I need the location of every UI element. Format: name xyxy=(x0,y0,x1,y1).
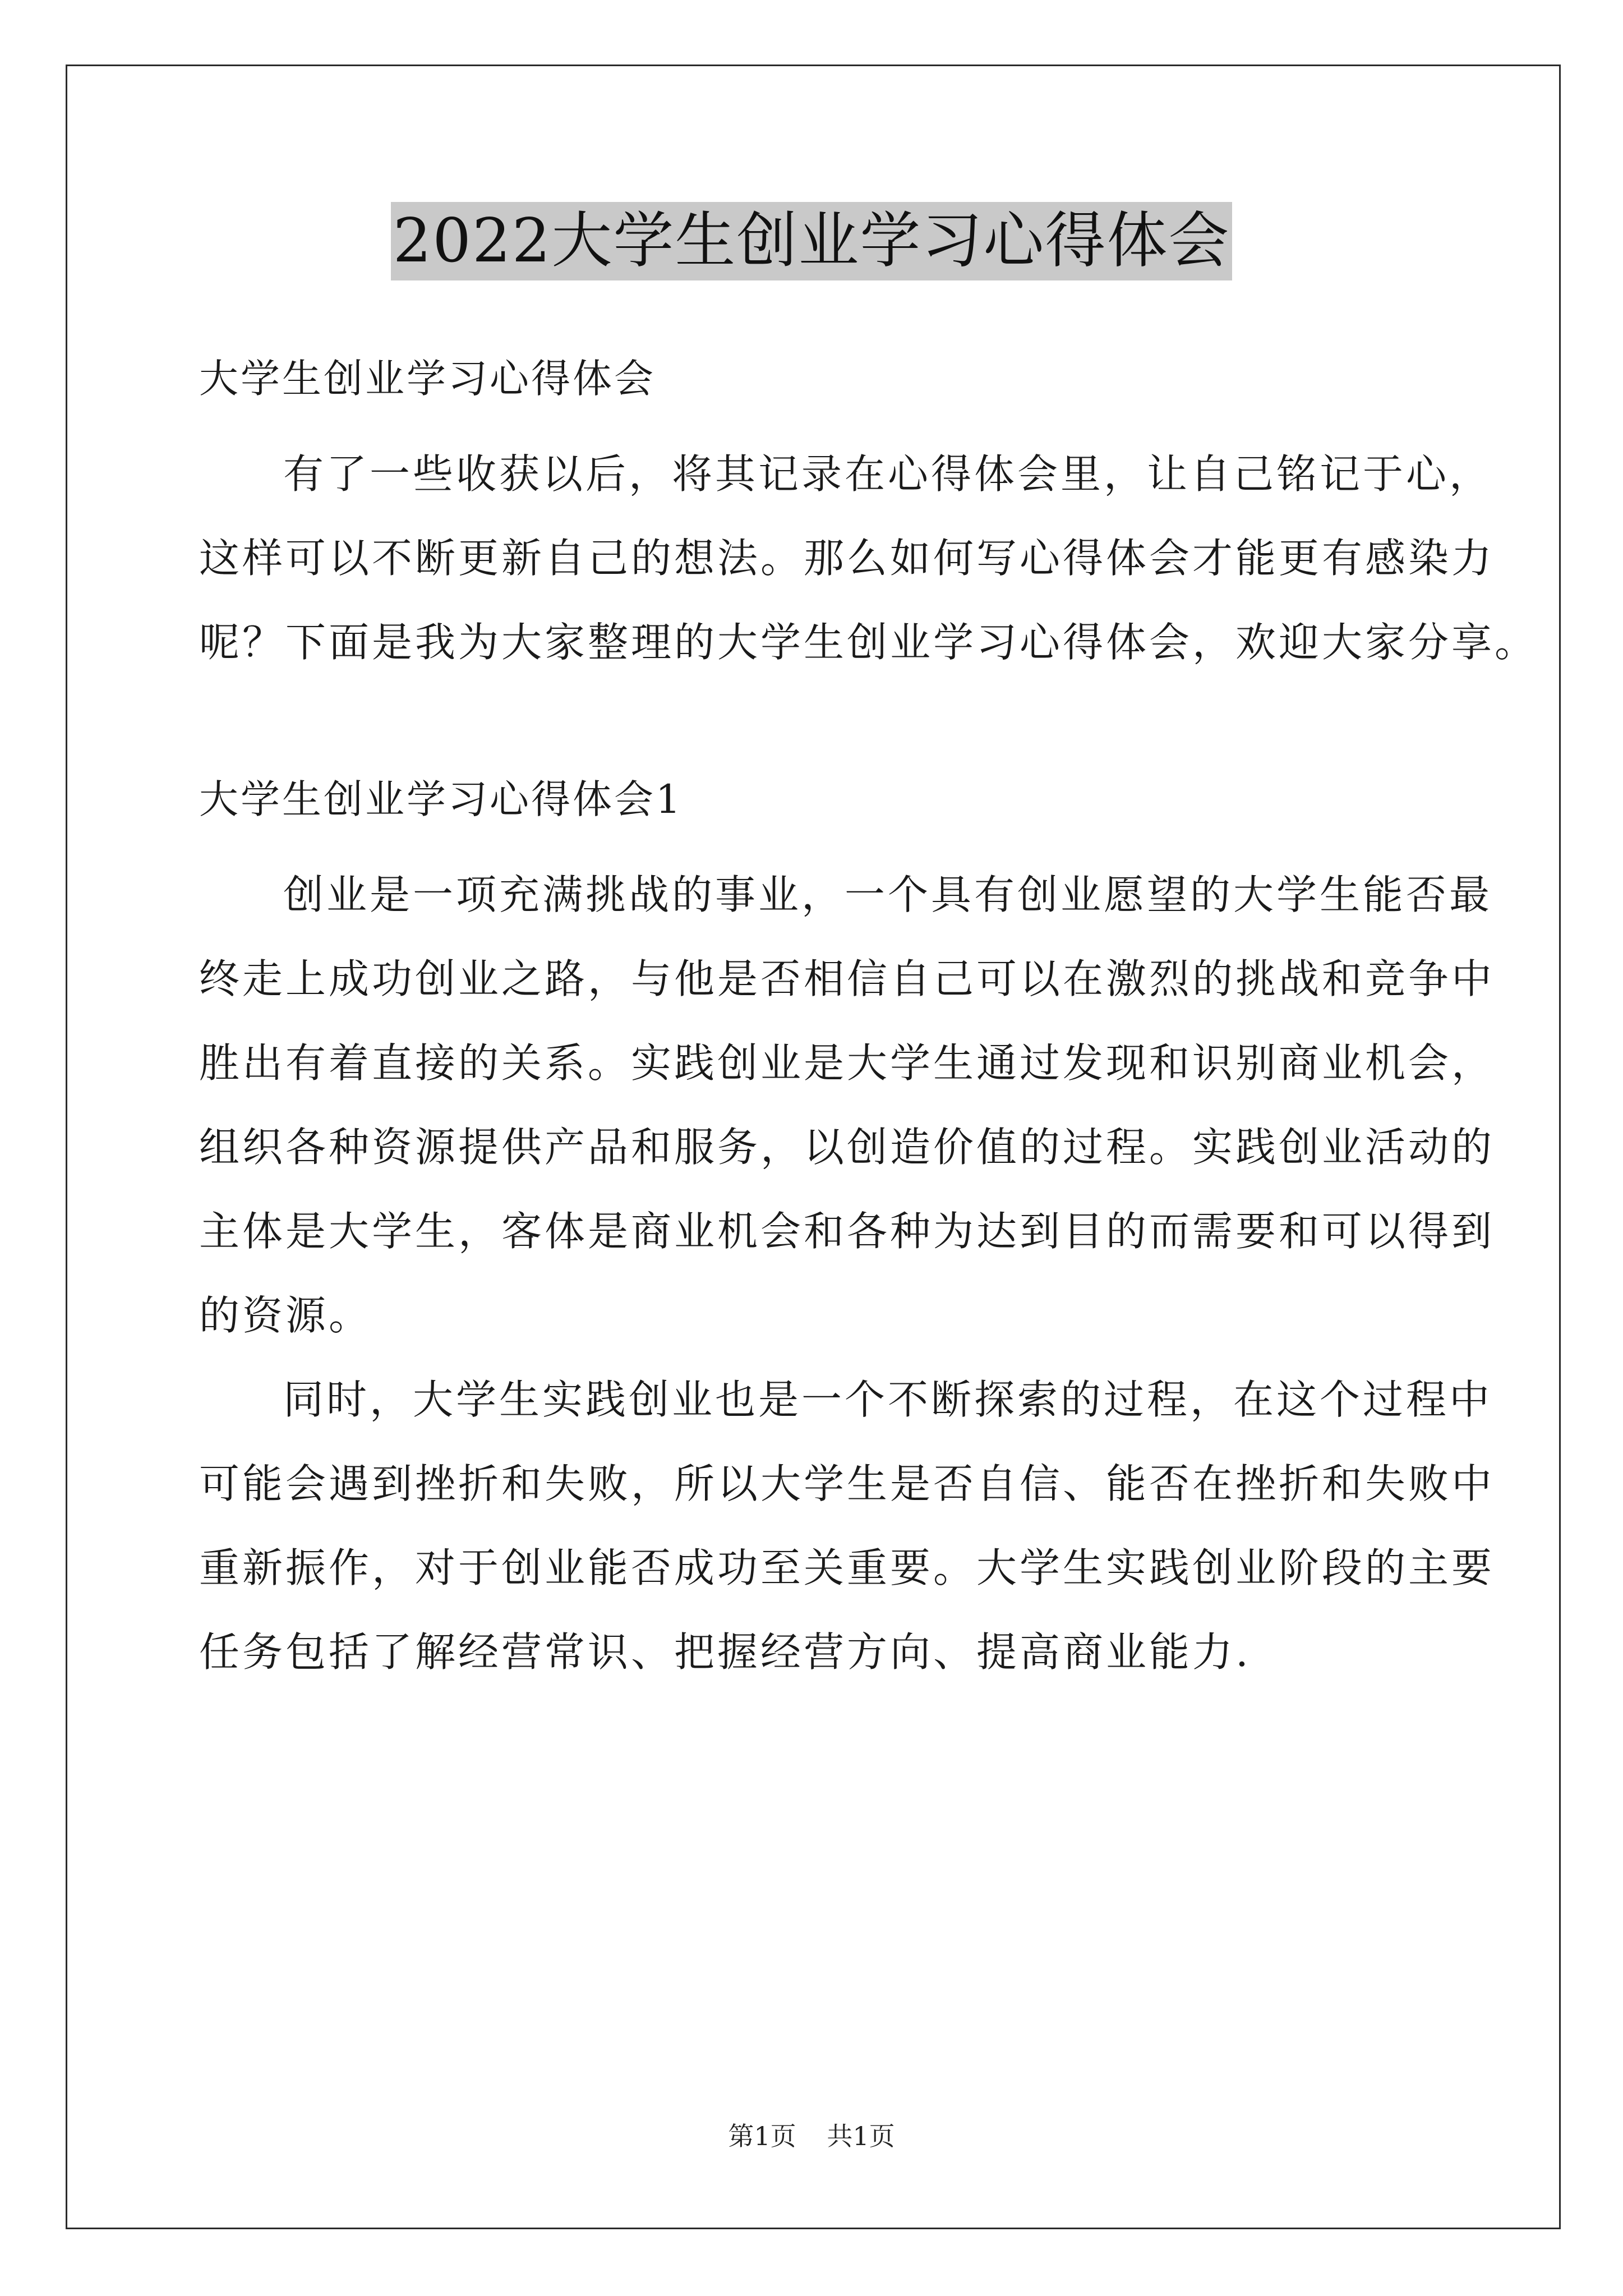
text-line: 有了一些收获以后，将其记录在心得体会里，让自己铭记于心， xyxy=(283,450,1493,498)
body-paragraph xyxy=(199,853,1495,1358)
body-paragraph xyxy=(199,1358,1495,1694)
title-container xyxy=(0,202,1623,280)
text-line: 创业是一项充满挑战的事业，一个具有创业愿望的大学生能否最 xyxy=(283,871,1493,918)
text-line: 主体是大学生，客体是商业机会和各种为达到目的而需要和可以得到 xyxy=(199,1208,1495,1255)
page-footer xyxy=(0,2119,1623,2153)
text-line: 这样可以不断更新自己的想法。那么如何写心得体会才能更有感染力 xyxy=(199,535,1495,582)
text-line: 终走上成功创业之路，与他是否相信自己可以在激烈的挑战和竞争中 xyxy=(199,955,1495,1002)
text-line: 组织各种资源提供产品和服务，以创造价值的过程。实践创业活动的 xyxy=(199,1124,1495,1171)
text-line: 胜出有着直接的关系。实践创业是大学生通过发现和识别商业机会， xyxy=(199,1039,1495,1087)
text-line: 的资源。 xyxy=(199,1292,372,1339)
document-title: 2022大学生创业学习心得体会 xyxy=(391,202,1233,280)
document-body xyxy=(199,342,1538,1694)
page-total: 共1页 xyxy=(827,2121,895,2151)
document-subtitle: 大学生创业学习心得体会 xyxy=(199,356,656,402)
text-line: 呢？下面是我为大家整理的大学生创业学习心得体会，欢迎大家分享。 xyxy=(199,619,1538,666)
text-line: 同时，大学生实践创业也是一个不断探索的过程，在这个过程中 xyxy=(283,1376,1493,1423)
section-heading: 大学生创业学习心得体会1 xyxy=(199,776,683,822)
text-line: 任务包括了解经营常识、把握经营方向、提高商业能力. xyxy=(199,1628,1251,1676)
page-number: 第1页 xyxy=(728,2121,796,2151)
text-line: 可能会遇到挫折和失败，所以大学生是否自信、能否在挫折和失败中 xyxy=(199,1460,1495,1507)
intro-paragraph xyxy=(199,432,1538,684)
text-line: 重新振作，对于创业能否成功至关重要。大学生实践创业阶段的主要 xyxy=(199,1544,1495,1591)
